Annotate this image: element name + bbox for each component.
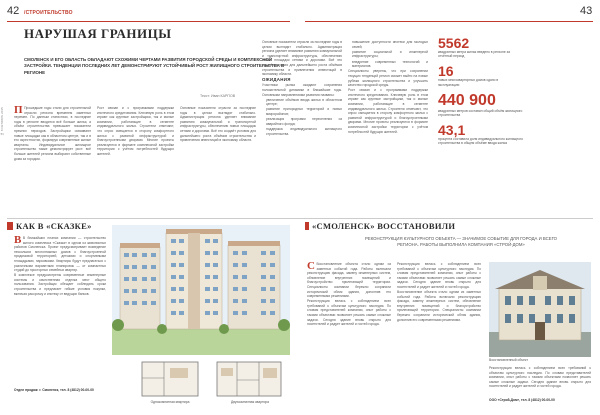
restored-building-caption: Восстановленный объект (489, 358, 528, 362)
article-author: Текст: Иван КАРПОВ (200, 94, 236, 98)
section-subhead: ОЖИДАНИЯ (262, 76, 291, 82)
stat-number: 43,1 (438, 122, 466, 139)
running-head: /СТРОИТЕЛЬСТВО (24, 10, 73, 16)
stat-number: 5562 (438, 35, 470, 51)
floor-plan-two-room (215, 360, 283, 398)
stat-text: новых многоквартирных домов сдано в эксплуатацию (438, 78, 499, 87)
stat-block (438, 64, 588, 86)
restored-building-photo (489, 262, 591, 357)
article-column-5: • повышение доступности ипотеки для молодых семей; • развитие социальной и инженерной инфраструктуры; • внедрение современных технологий и материалов. Специалисты уверены, что при сохранении текущих тенденций регион сможет выйти на новые рубежи жилищного строительства и улучшить качество городской среды. Рост связан и с программами поддержки ипотечного кредитования. Ключевую роль в этом играют как крупные застройщики, так и малые компании, работающие в сегменте индивидуального жилья. Строители отмечают, что спрос смещается в сторону комфортного жилья с развитой инфраструктурой и благоустроенными дворами. Многие проекты реализуются в формате комплексной застройки территории с учётом потребностей будущих жителей. (348, 40, 428, 215)
stat-text: квадратных метров составил общий объём жилищного строительства (438, 108, 523, 118)
stat-block (438, 93, 588, 117)
issue-side-text: № 8 ОКТЯБРЬ 2015 (0, 107, 4, 137)
floor-plan-two-room-caption: Двухкомнатная квартира (230, 400, 269, 404)
stat-number: 16 (438, 63, 454, 80)
right-story-title-bar (305, 222, 309, 230)
stat-block (438, 36, 588, 58)
left-story-text: В В ближайших планах компании — строительство жилого комплекса «Сказка» в одном из живописных районов Смоленска. Проект предусматривает возведение нескольких многоэтажных домов с благоустроенной придомовой территорией, детскими и спортивными площадками, парковками. Квартиры будут предлагаться с различными вариантами планировок — от компактных студий до просторных семейных квартир. В комплексе предусмотрены современные инженерные системы и качественная отделка мест общего пользования. Застройщик обещает соблюдать сроки строительства и предлагает гибкие условия покупки, включая рассрочку и ипотеку от ведущих банков. (14, 236, 106, 296)
right-story-title: «СМОЛЕНСК» ВОССТАНОВИЛИ (312, 221, 456, 231)
stats-sidebar (438, 36, 588, 146)
left-story-title-bar (7, 222, 13, 230)
right-page-number: 43 (580, 5, 593, 17)
expectations-list-left: • увеличение объёмов ввода жилья в областном центре; • развитие пригородных территорий и новых микрорайонов; • реализация программ переселения из аварийного фонда; • поддержка индивидуального жилищного строительства. (262, 98, 342, 137)
section-divider (7, 218, 593, 219)
residential-complex-illustration (112, 225, 290, 355)
article-column-2: Рост связан и с программами поддержки ипотечного кредитования. Ключевую роль в этом играют как крупные застройщики, так и малые компании, работающие в сегменте индивидуального жилья. Строители отмечают, что спрос смещается в сторону комфортного жилья с развитой инфраструктурой и благоустроенными дворами. Многие проекты реализуются в формате комплексной застройки территории с учётом потребностей будущих жителей. (97, 106, 174, 156)
left-story-title: КАК В «СКАЗКЕ» (16, 221, 92, 231)
stat-text: процента составила доля индивидуального жилищного строительства в общем объёме ввода жилья (438, 137, 523, 146)
stat-text: квадратных метра жилья введено в регионе за отчётный период (438, 50, 510, 59)
article-column-3: Основные показатели отрасли за последние годы в целом выглядят стабильно. Администрация региона уделяет внимание развитию коммунальной и транспортной инфраструктуры, обеспечению новых площадок сетями и дорогами. Всё это создаёт условия для дальнейшего роста объёмов строительства и привлечения инвестиций в экономику области. (180, 106, 256, 143)
floor-plan-one-room-caption: Однокомнатная квартира (150, 400, 190, 404)
header-rule-right (305, 21, 593, 22)
right-story-column-3: Реконструкция велась с соблюдением всех требований к объектам культурного наследия. По словам представителей компании, опыт работы с такими объектами позволяет решать самые сложные задачи. Сегодня здание вновь открыто для посетителей и радует жителей и гостей города. (489, 366, 591, 389)
left-page-number: 42 (7, 5, 20, 17)
article-title: НАРУШАЯ ГРАНИЦЫ (24, 26, 172, 41)
floor-plan-one-room (140, 360, 200, 398)
left-story-contact: Отдел продаж: г. Смоленск, тел. 8 (4812) 00-00-00 (14, 388, 94, 392)
right-story-contact: ООО «Строй-Дом», тел. 8 (4812) 00-00-00 (489, 398, 555, 402)
right-story-column-1: С Восстановление объекта стало одним из заметных событий года. Работы включали реконструкцию фасада, замену инженерных систем, обновление внутренних помещений и благоустройство прилегающей территории. Специалисты компании бережно сохранили исторический облик здания, дополнив его современными решениями. Реконструкция велась с соблюдением всех требований к объектам культурного наследия. По словам представителей компании, опыт работы с такими объектами позволяет решать самые сложные задачи. Сегодня здание вновь открыто для посетителей и радует жителей и гостей города. (307, 262, 391, 327)
article-column-1: П Прошедшие годы стали для строительной отрасли региона временем заметных перемен. По данным статистики, в последние годы в регионе вводится всё больше жилья, а объём строительства превышает показатели прежних периодов. Застройщики осваивают новые площадки как в областном центре, так и в его окрестностях, формируя современные жилые кварталы. Индивидуальное жилищное строительство также демонстрирует рост: всё больше жителей региона выбирают собственные дома за городом. (14, 106, 91, 161)
stat-block (438, 123, 588, 145)
article-lead: СМОЛЕНСК И ЕГО ОБЛАСТЬ ОБЛАДАЮТ СХОЖИМИ ЧЕРТАМИ РАЗВИТИЯ ГОРОДСКОЙ СРЕДЫ И КОМПЛЕКСНОЙ ЗАСТРОЙКИ. ТЕНДЕНЦИИ ПОСЛЕДНИХ ЛЕТ ДЕМОНСТРИРУЮТ УСТОЙЧИВЫЙ РОСТ ЖИЛИЩНОГО СТРОИТЕЛЬСТВА В РЕГИОНЕ (24, 57, 285, 75)
expectations-list-right: • повышение доступности ипотеки для молодых семей; • развитие социальной и инженерной инфраструктуры; • внедрение современных технологий и материалов. (348, 40, 428, 69)
header-rule-left (7, 21, 290, 22)
right-story-column-2: Реконструкция велась с соблюдением всех требований к объектам культурного наследия. По словам представителей компании, опыт работы с такими объектами позволяет решать самые сложные задачи. Сегодня здание вновь открыто для посетителей и радует жителей и гостей города. Восстановление объекта стало одним из заметных событий года. Работы включали реконструкцию фасада, замену инженерных систем, обновление внутренних помещений и благоустройство прилегающей территории. Специалисты компании бережно сохранили исторический облик здания, дополнив его современными решениями. (397, 262, 481, 322)
right-story-lead: РЕКОНСТРУКЦИЯ КУЛЬТУРНОГО ОБЪЕКТА — ЗНАЧИМОЕ СОБЫТИЕ ДЛЯ ГОРОДА И ВСЕГО РЕГИОНА. РАБОТЫ ВЫПОЛНИЛА КОМПАНИЯ «СТРОЙ-ДОМ» (365, 236, 557, 247)
article-column-4: Основные показатели отрасли за последние годы в целом выглядят стабильно. Администрация региона уделяет внимание развитию коммунальной и транспортной инфраструктуры, обеспечению новых площадок сетями и дорогами. Всё это создаёт условия для дальнейшего роста объёмов строительства и привлечения инвестиций в экономику области. ОЖИДАНИЯ Участники рынка ожидают сохранения положительной динамики в ближайшие годы. Основными направлениями развития названы: • увеличение объёмов ввода жилья в областном центре; • развитие пригородных территорий и новых микрорайонов; • реализация программ переселения из аварийного фонда; • поддержка индивидуального жилищного строительства. (262, 40, 342, 215)
stat-number: 440 900 (438, 91, 496, 109)
